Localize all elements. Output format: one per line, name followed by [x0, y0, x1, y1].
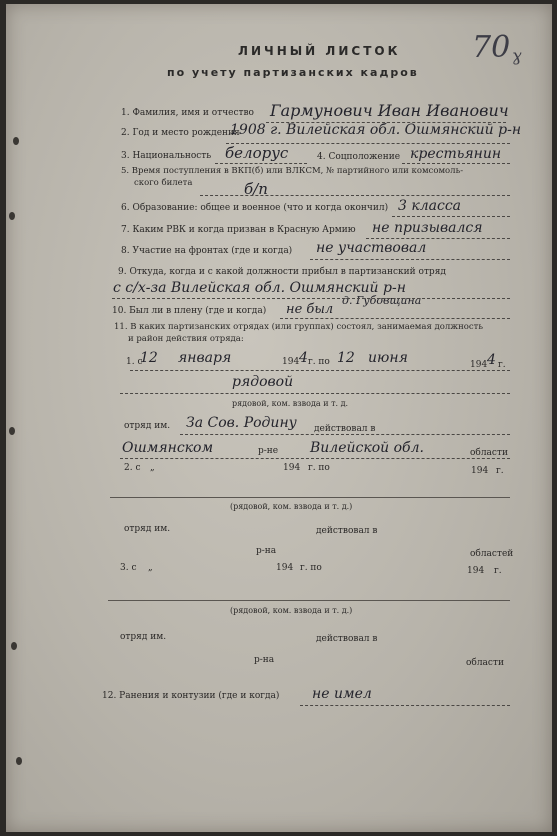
period1-from-year-digit: 4 [299, 350, 308, 366]
period1-otryad-label: отряд им. [124, 421, 171, 431]
underline [120, 458, 510, 459]
field-value-origin: с с/х-за Вилейская обл. Ошмянский р-н [113, 280, 406, 296]
field-label-party-cont: ского билета [134, 178, 193, 188]
field-value-origin-village: д. Губовщина [342, 294, 422, 307]
field-value-captivity: не был [286, 302, 334, 317]
period1-from-day: 12 [140, 350, 158, 366]
underline [120, 393, 510, 394]
field-label-captivity: 10. Был ли в плену (где и когда) [112, 306, 267, 316]
field-label-social: 4. Соцположение [317, 152, 401, 162]
period3-role-caption: (рядовой, ком. взвода и т. д.) [230, 606, 353, 615]
period3-year-mid: 194 [276, 563, 294, 573]
underline [392, 216, 510, 217]
field-label-conscription: 7. Каким РВК и когда призван в Красную Армию [121, 225, 356, 235]
field-label-origin: 9. Откуда, когда и с какой должности прибыл в партизанский отряд [118, 267, 446, 277]
field-value-conscription: не призывался [372, 220, 483, 236]
period1-deystvoval: действовал в [314, 424, 376, 434]
period1-oblasti: области [470, 448, 508, 458]
period3-deystvoval: действовал в [316, 634, 378, 644]
separator-line [108, 600, 510, 601]
period3-quote: „ [148, 563, 153, 573]
separator-line [110, 497, 510, 498]
document-title: ЛИЧНЫЙ ЛИСТОК [238, 44, 401, 58]
period2-year-end: 194 [471, 466, 489, 476]
period1-role: рядовой [232, 374, 294, 390]
punch-hole [11, 642, 17, 650]
period2-rna: р-на [256, 546, 277, 556]
underline [300, 705, 510, 706]
underline [130, 370, 510, 371]
field-label-education: 6. Образование: общее и военное (что и когда окончил) [121, 203, 389, 213]
period2-number: 2. с [124, 463, 141, 473]
period2-year-mid: 194 [283, 463, 301, 473]
period1-rne: р-не [258, 446, 279, 456]
field-value-education: 3 класса [398, 198, 462, 214]
underline [180, 434, 510, 435]
field-value-party: б/п [244, 180, 268, 198]
period1-role-caption: рядовой, ком. взвода и т. д. [232, 399, 349, 408]
underline [112, 298, 510, 299]
period1-g-po: г. по [308, 357, 330, 367]
period1-number: 1. с [126, 357, 143, 367]
punch-hole [9, 427, 15, 435]
period3-otryad-label: отряд им. [120, 632, 167, 642]
period2-oblastey: областей [470, 549, 514, 559]
period1-to-year-digit: 4 [487, 352, 496, 368]
underline [310, 259, 510, 260]
underline [280, 318, 510, 319]
period1-to-day: 12 [337, 350, 355, 366]
period1-from-year: 194 [282, 357, 300, 367]
field-value-nationality: белорус [225, 144, 289, 162]
punch-hole [9, 212, 15, 220]
field-label-party: 5. Время поступления в ВКП(б) или ВЛКСМ, № партийного или комсомоль- [121, 166, 464, 176]
period1-otryad-value: За Сов. Родину [186, 415, 297, 431]
period3-g-po: г. по [300, 563, 322, 573]
corner-number-mark: ɣ [512, 46, 522, 65]
period1-from-month: января [178, 350, 232, 366]
period1-oblast: Вилейской обл. [310, 440, 424, 456]
corner-number: 70 [472, 30, 511, 65]
period2-g-po: г. по [308, 463, 330, 473]
field-label-name: 1. Фамилия, имя и отчество [121, 108, 254, 118]
field-label-nationality: 3. Национальность [121, 151, 212, 161]
field-value-birth: 1908 г. Вилейская обл. Ошмянский р-н [230, 122, 522, 138]
field-label-units-cont: и район действия отряда: [128, 334, 244, 344]
period1-g: г. [498, 360, 506, 370]
period3-number: 3. с [120, 563, 137, 573]
underline [200, 195, 510, 196]
period3-oblastey: области [466, 658, 504, 668]
field-value-wounds: не имел [312, 686, 372, 702]
underline [366, 238, 510, 239]
field-value-social: крестьянин [410, 146, 502, 162]
punch-hole [13, 137, 19, 145]
field-label-units: 11. В каких партизанских отрядах (или группах) состоял, занимаемая должность [114, 322, 483, 332]
period3-rna: р-на [254, 655, 275, 665]
field-label-birth: 2. Год и место рождения [121, 128, 240, 138]
field-label-wounds: 12. Ранения и контузии (где и когда) [102, 691, 280, 701]
period2-role-caption: (рядовой, ком. взвода и т. д.) [230, 502, 353, 511]
period2-deystvoval: действовал в [316, 526, 378, 536]
field-value-name: Гармунович Иван Иванович [270, 101, 509, 120]
field-label-front: 8. Участие на фронтах (где и когда) [121, 246, 293, 256]
period3-g: г. [494, 566, 502, 576]
underline [402, 163, 510, 164]
period1-rayon: Ошмянском [122, 440, 214, 456]
period3-year-end: 194 [467, 566, 485, 576]
underline [215, 163, 307, 164]
document-subtitle: по учету партизанских кадров [167, 66, 419, 79]
period2-otryad-label: отряд им. [124, 524, 171, 534]
punch-hole [16, 757, 22, 765]
period1-to-year: 194 [470, 360, 488, 370]
field-value-front: не участвовал [316, 240, 427, 256]
period2-g: г. [496, 466, 504, 476]
period2-quote: „ [150, 463, 155, 473]
period1-to-month: июня [368, 350, 408, 366]
